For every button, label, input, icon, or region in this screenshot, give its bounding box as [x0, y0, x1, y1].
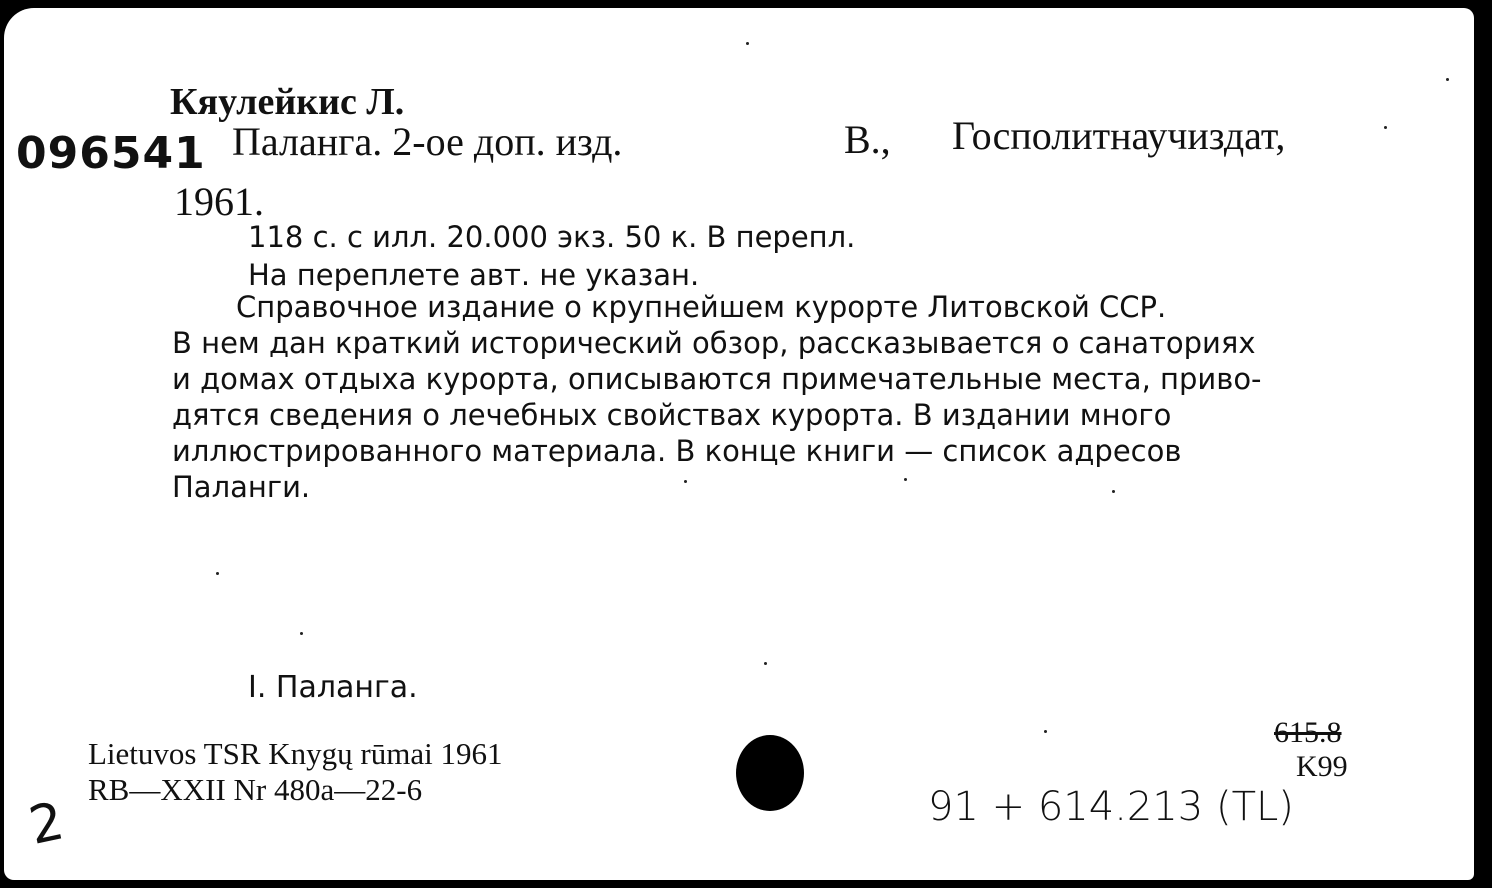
collation-line: 118 с. с илл. 20.000 экз. 50 к. В перепл.: [248, 220, 856, 254]
subject-heading: I. Паланга.: [248, 670, 418, 705]
imprint-line: Lietuvos TSR Knygų rūmai 1961: [88, 736, 503, 771]
scan-speck: [1446, 78, 1449, 81]
binding-note: На переплете авт. не указан.: [248, 258, 700, 292]
scan-speck: [300, 632, 303, 635]
abstract-line: и домах отдыха курорта, описываются примечательные места, приво-: [172, 362, 1262, 396]
punch-hole: [736, 735, 804, 811]
handwritten-mark: 2: [24, 791, 69, 857]
classification-code: K99: [1296, 750, 1348, 783]
call-number: 096541: [16, 128, 206, 179]
publication-place: В.,: [844, 117, 891, 162]
scan-speck: [1044, 730, 1047, 733]
scan-speck: [764, 662, 767, 665]
abstract-line: Справочное издание о крупнейшем курорте Литовской ССР.: [236, 290, 1167, 324]
scan-speck: [904, 478, 907, 481]
handwritten-classification: 91 + 614.213 (TL): [928, 784, 1294, 830]
author-heading: Кяулейкис Л.: [170, 81, 405, 123]
abstract-line: Паланги.: [172, 470, 311, 504]
catalog-card: [4, 8, 1474, 880]
scan-speck: [1112, 490, 1115, 493]
publication-year: 1961.: [174, 179, 264, 224]
abstract-line: В нем дан краткий исторический обзор, рассказывается о санаториях: [172, 326, 1256, 360]
scan-speck: [684, 480, 687, 483]
abstract-line: иллюстрированного материала. В конце книги — список адресов: [172, 434, 1182, 468]
classification-code-struck: 615.8: [1274, 716, 1342, 749]
book-title: Паланга. 2-ое доп. изд.: [232, 119, 623, 164]
scan-speck: [746, 42, 749, 45]
publisher: Госполитнаучиздат,: [952, 113, 1286, 158]
scan-speck: [216, 572, 219, 575]
abstract-line: дятся сведения о лечебных свойствах курорта. В издании много: [172, 398, 1172, 432]
imprint-line: RB—XXII Nr 480a—22-6: [88, 772, 423, 807]
scan-speck: [1384, 126, 1387, 129]
